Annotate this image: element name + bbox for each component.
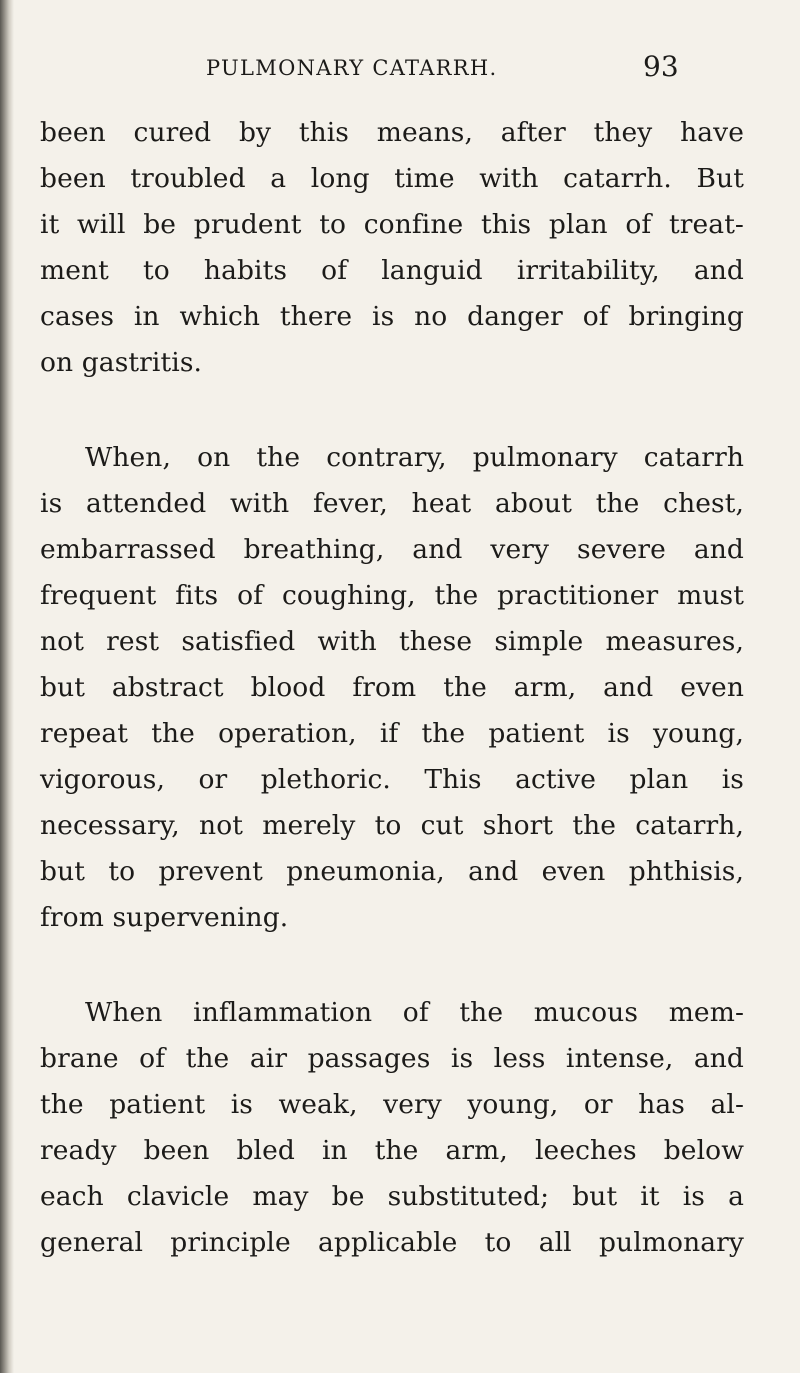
text-line: repeat the operation, if the patient is young, [40,718,744,749]
text-line: not rest satisfied with these simple measures, [40,626,744,657]
text-line: ment to habits of languid irritability, and [40,255,744,286]
paragraph-1 [40,110,744,386]
text-line: ready been bled in the arm, leeches below [40,1135,744,1166]
paragraph-2 [40,435,744,941]
text-line: brane of the air passages is less intense, and [40,1043,744,1074]
page-number: 93 [643,50,679,83]
text-line: from supervening. [40,902,289,933]
text-line: frequent fits of coughing, the practitioner must [40,580,744,611]
text-line: When inflammation of the mucous mem- [85,997,744,1028]
body-text [40,110,744,1266]
text-line: been cured by this means, after they have [40,117,744,148]
text-line: vigorous, or plethoric. This active plan is [40,764,744,795]
text-line: it will be prudent to confine this plan of treat- [40,209,744,240]
text-line: but abstract blood from the arm, and even [40,672,744,703]
running-head [40,50,740,90]
page-binding-edge [0,0,14,1373]
paragraph-3 [40,990,744,1266]
text-line: been troubled a long time with catarrh. But [40,163,744,194]
text-line: on gastritis. [40,347,203,378]
text-line: When, on the contrary, pulmonary catarrh [85,442,744,473]
text-line: is attended with fever, heat about the chest, [40,488,744,519]
paragraph-spacer [40,941,744,990]
text-line: necessary, not merely to cut short the catarrh, [40,810,744,841]
text-line: the patient is weak, very young, or has al- [40,1089,744,1120]
text-line: but to prevent pneumonia, and even phthisis, [40,856,744,887]
text-line: each clavicle may be substituted; but it is a [40,1181,744,1212]
running-title: PULMONARY CATARRH. [206,56,498,80]
paragraph-spacer [40,386,744,435]
text-line: cases in which there is no danger of bringing [40,301,744,332]
text-line: embarrassed breathing, and very severe and [40,534,744,565]
text-line: general principle applicable to all pulmonary [40,1227,744,1258]
